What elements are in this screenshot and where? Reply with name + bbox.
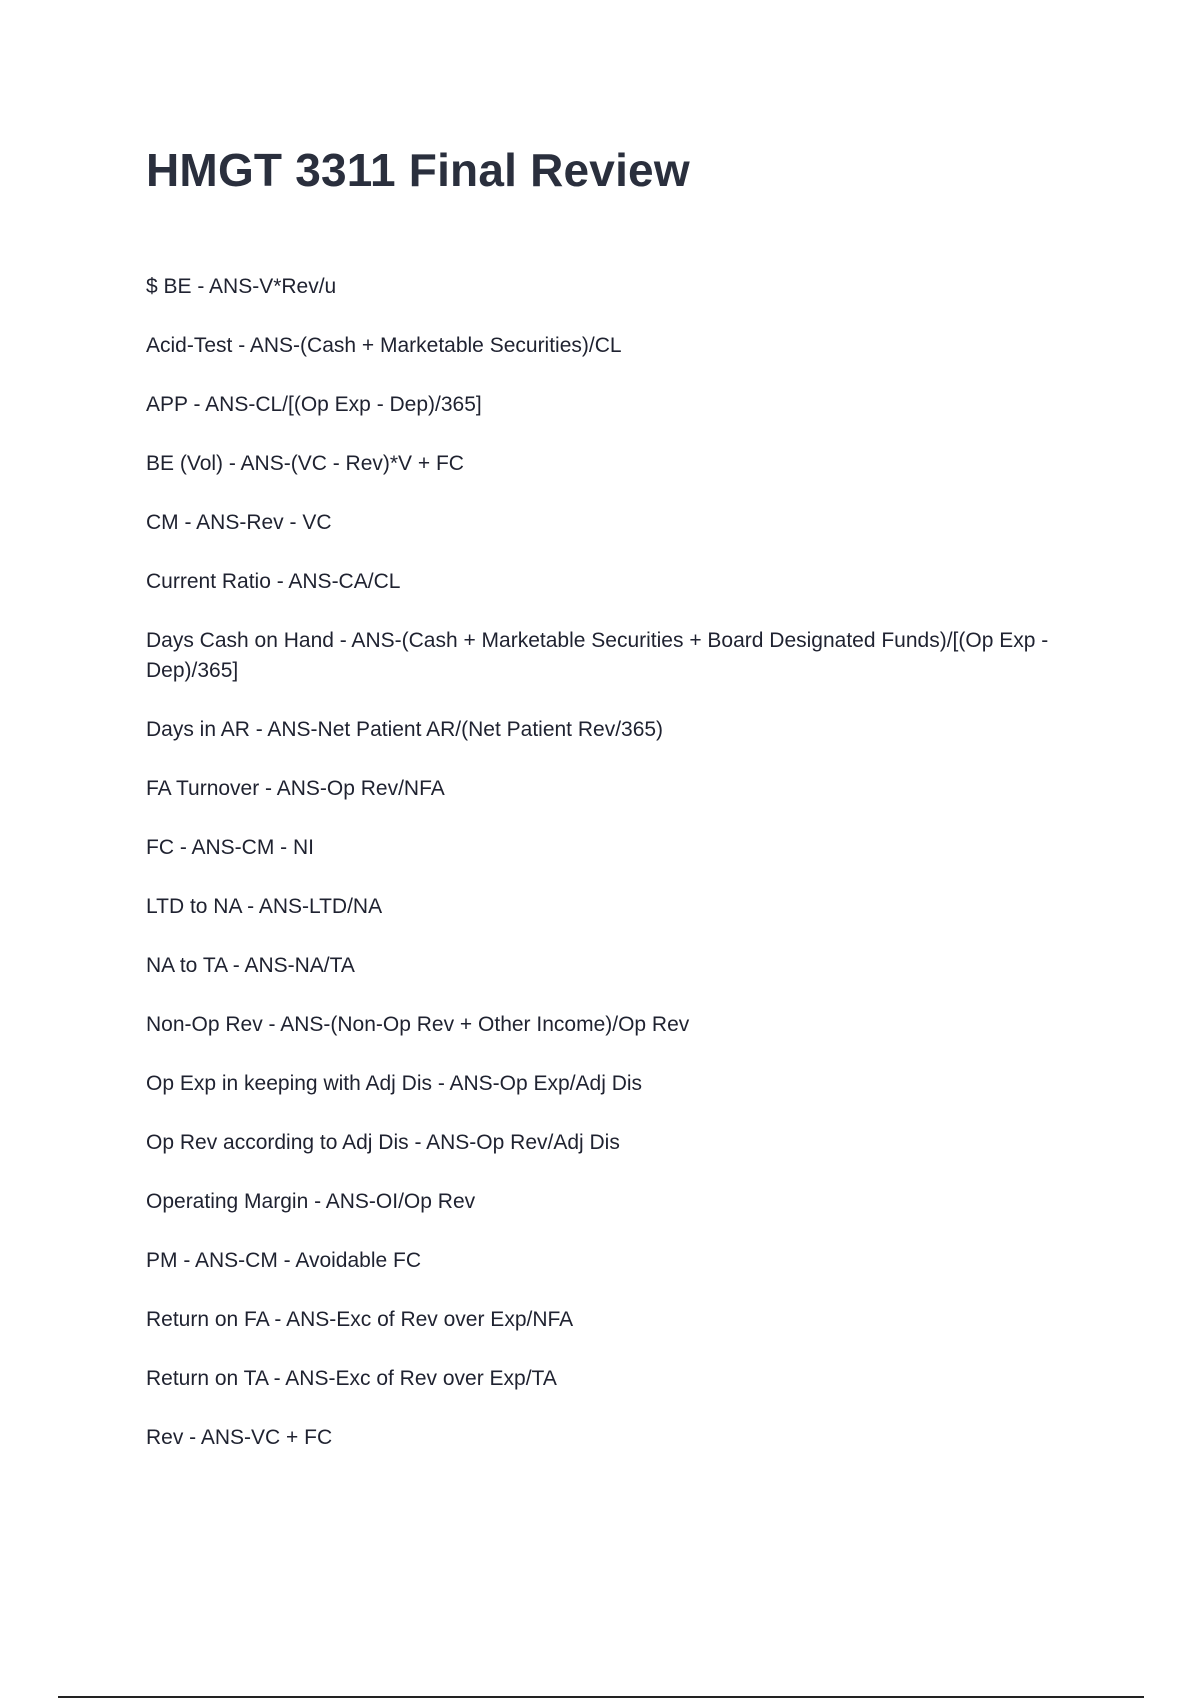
page-title: HMGT 3311 Final Review [146, 144, 690, 196]
review-entry: Return on FA - ANS-Exc of Rev over Exp/NFA [146, 1308, 574, 1331]
review-entry: Return on TA - ANS-Exc of Rev over Exp/TA [146, 1367, 557, 1390]
review-entry: BE (Vol) - ANS-(VC - Rev)*V + FC [146, 452, 464, 475]
review-entry: Rev - ANS-VC + FC [146, 1426, 333, 1449]
review-entry: Days in AR - ANS-Net Patient AR/(Net Patient Rev/365) [146, 718, 664, 741]
review-entry: Acid-Test - ANS-(Cash + Marketable Securities)/CL [146, 334, 622, 357]
review-entry: Op Rev according to Adj Dis - ANS-Op Rev/Adj Dis [146, 1131, 620, 1154]
review-entry: Current Ratio - ANS-CA/CL [146, 570, 401, 593]
review-entry: Non-Op Rev - ANS-(Non-Op Rev + Other Income)/Op Rev [146, 1013, 690, 1036]
review-entry: FA Turnover - ANS-Op Rev/NFA [146, 777, 445, 800]
footer-divider [58, 1696, 1144, 1698]
review-entry: Operating Margin - ANS-OI/Op Rev [146, 1190, 476, 1213]
review-entry: APP - ANS-CL/[(Op Exp - Dep)/365] [146, 393, 482, 416]
review-entry: LTD to NA - ANS-LTD/NA [146, 895, 383, 918]
review-entry: $ BE - ANS-V*Rev/u [146, 275, 337, 298]
review-entry: NA to TA - ANS-NA/TA [146, 954, 355, 977]
review-entry: PM - ANS-CM - Avoidable FC [146, 1249, 422, 1272]
review-entry: Op Exp in keeping with Adj Dis - ANS-Op Exp/Adj Dis [146, 1072, 643, 1095]
review-entry: Days Cash on Hand - ANS-(Cash + Marketable Securities + Board Designated Funds)/[(Op Exp - Dep)/365] [146, 629, 1049, 682]
review-entry: FC - ANS-CM - NI [146, 836, 314, 859]
review-entry: CM - ANS-Rev - VC [146, 511, 332, 534]
review-entry-list [146, 272, 1096, 1482]
